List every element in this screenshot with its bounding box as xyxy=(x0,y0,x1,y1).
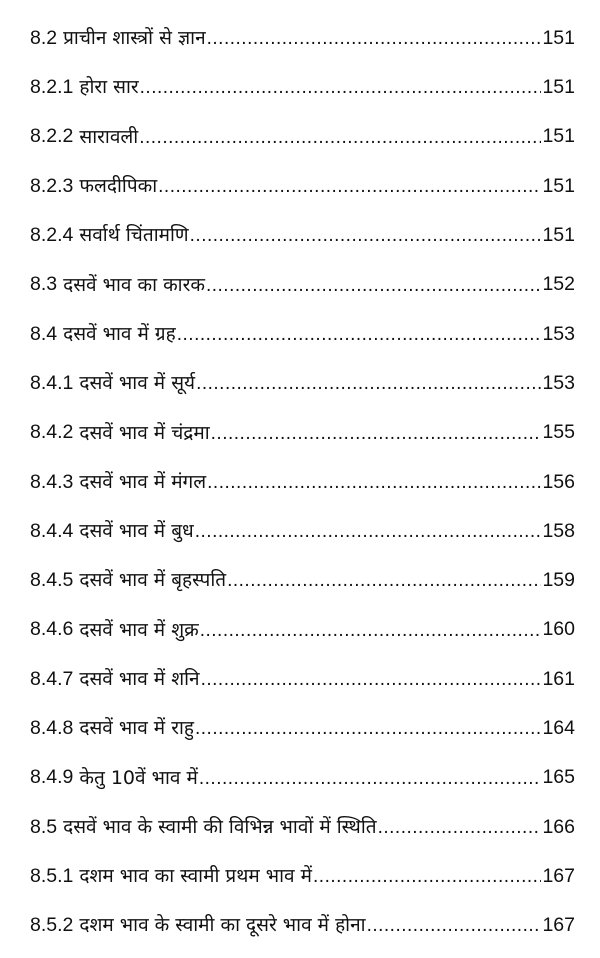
dot-leader xyxy=(207,473,541,492)
toc-entry-page-number: 152 xyxy=(542,273,575,296)
toc-entry xyxy=(30,458,575,507)
toc-entry xyxy=(30,606,575,655)
toc-entry-title: सारावली xyxy=(79,125,139,148)
toc-entry-title: दसवें भाव में शुक्र xyxy=(79,618,199,641)
toc-entry-number: 8.4.7 xyxy=(30,667,74,690)
toc-entry-title: दसवें भाव में चंद्रमा xyxy=(79,421,210,444)
dot-leader xyxy=(313,867,541,886)
toc-entry xyxy=(30,753,575,802)
toc-entry-page-number: 161 xyxy=(542,667,575,690)
toc-entry-title: दशम भाव के स्वामी का दूसरे भाव में होना xyxy=(79,914,366,937)
dot-leader xyxy=(207,29,542,48)
toc-entry-page-number: 158 xyxy=(542,519,575,542)
toc-entry-page-number: 151 xyxy=(542,174,575,197)
toc-entry-title: दशम भाव का स्वामी प्रथम भाव में xyxy=(79,865,313,888)
toc-entry xyxy=(30,408,575,457)
toc-entry-title: सर्वार्थ चिंतामणि xyxy=(79,224,189,247)
dot-leader xyxy=(227,571,541,590)
toc-entry-number: 8.4 xyxy=(30,322,58,345)
dot-leader xyxy=(196,374,541,393)
toc-entry-number: 8.4.8 xyxy=(30,717,74,740)
toc-entry-title: दसवें भाव में बुध xyxy=(79,520,194,543)
dot-leader xyxy=(199,769,542,788)
toc-entry-number: 8.2 xyxy=(30,26,58,49)
dot-leader xyxy=(200,621,542,640)
toc-entry-page-number: 164 xyxy=(542,717,575,740)
toc-entry-page-number: 151 xyxy=(542,125,575,148)
toc-entry-title: दसवें भाव के स्वामी की विभिन्न भावों में स्थिति xyxy=(63,815,377,838)
toc-entry xyxy=(30,556,575,605)
dot-leader xyxy=(195,522,542,541)
dot-leader xyxy=(139,128,541,147)
toc-entry xyxy=(30,852,575,901)
toc-entry xyxy=(30,359,575,408)
toc-entry xyxy=(30,162,575,211)
toc-entry xyxy=(30,14,575,63)
toc-entry xyxy=(30,901,575,950)
toc-entry-page-number: 165 xyxy=(542,766,575,789)
toc-entry xyxy=(30,310,575,359)
toc-entry-page-number: 153 xyxy=(542,371,575,394)
toc-entry-title: दसवें भाव में ग्रह xyxy=(63,322,176,345)
toc-entry-title: दसवें भाव में मंगल xyxy=(79,470,207,493)
toc-entry-number: 8.4.4 xyxy=(30,519,74,542)
dot-leader xyxy=(195,719,541,738)
toc-entry-page-number: 167 xyxy=(542,864,575,887)
toc-entry-page-number: 153 xyxy=(542,322,575,345)
toc-entry-number: 8.2.4 xyxy=(30,224,74,247)
toc-entry xyxy=(30,655,575,704)
toc-entry-page-number: 156 xyxy=(542,470,575,493)
toc-entry-number: 8.2.2 xyxy=(30,125,74,148)
dot-leader xyxy=(206,276,541,295)
toc-entry-number: 8.4.9 xyxy=(30,766,74,789)
toc-entry-page-number: 155 xyxy=(542,421,575,444)
toc-entry xyxy=(30,507,575,556)
toc-entry-number: 8.5.1 xyxy=(30,864,74,887)
toc-entry-title: दसवें भाव में शनि xyxy=(79,668,200,690)
dot-leader xyxy=(158,177,541,196)
dot-leader xyxy=(140,78,542,97)
toc-entry xyxy=(30,211,575,260)
toc-entry-number: 8.2.1 xyxy=(30,76,74,99)
toc-entry-title: प्राचीन शास्त्रों से ज्ञान xyxy=(63,27,206,50)
toc-entry xyxy=(30,113,575,162)
toc-entry-number: 8.5 xyxy=(30,815,58,838)
toc-entry xyxy=(30,803,575,852)
dot-leader xyxy=(367,916,542,935)
toc-entry xyxy=(30,260,575,309)
toc-entry-page-number: 151 xyxy=(542,26,575,49)
toc-entry-number: 8.4.1 xyxy=(30,371,74,394)
dot-leader xyxy=(211,424,542,443)
toc-entry-number: 8.4.5 xyxy=(30,569,74,592)
table-of-contents xyxy=(30,14,575,951)
toc-entry-page-number: 151 xyxy=(542,76,575,99)
dot-leader xyxy=(201,670,542,689)
toc-entry-title: दसवें भाव का कारक xyxy=(63,273,205,296)
toc-entry-page-number: 160 xyxy=(542,618,575,641)
dot-leader xyxy=(190,226,542,245)
toc-entry-title: होरा सार xyxy=(79,76,139,99)
toc-entry-number: 8.3 xyxy=(30,273,58,296)
toc-entry-page-number: 151 xyxy=(542,224,575,247)
toc-entry-title: दसवें भाव में राहु xyxy=(79,717,194,740)
toc-entry-page-number: 166 xyxy=(542,815,575,838)
toc-entry-title: दसवें भाव में सूर्य xyxy=(79,372,196,395)
toc-entry xyxy=(30,704,575,753)
toc-entry-number: 8.4.6 xyxy=(30,618,74,641)
toc-entry-number: 8.4.2 xyxy=(30,421,74,444)
toc-entry xyxy=(30,63,575,112)
toc-entry-title: फलदीपिका xyxy=(79,175,158,198)
toc-entry-page-number: 159 xyxy=(542,569,575,592)
toc-entry-number: 8.5.2 xyxy=(30,914,74,937)
toc-entry-number: 8.4.3 xyxy=(30,470,74,493)
dot-leader xyxy=(177,325,542,344)
toc-entry-title: दसवें भाव में बृहस्पति xyxy=(79,569,227,592)
toc-entry-number: 8.2.3 xyxy=(30,174,74,197)
dot-leader xyxy=(378,818,542,837)
toc-entry-title: केतु 10वें भाव में xyxy=(79,766,198,789)
toc-entry-page-number: 167 xyxy=(542,914,575,937)
